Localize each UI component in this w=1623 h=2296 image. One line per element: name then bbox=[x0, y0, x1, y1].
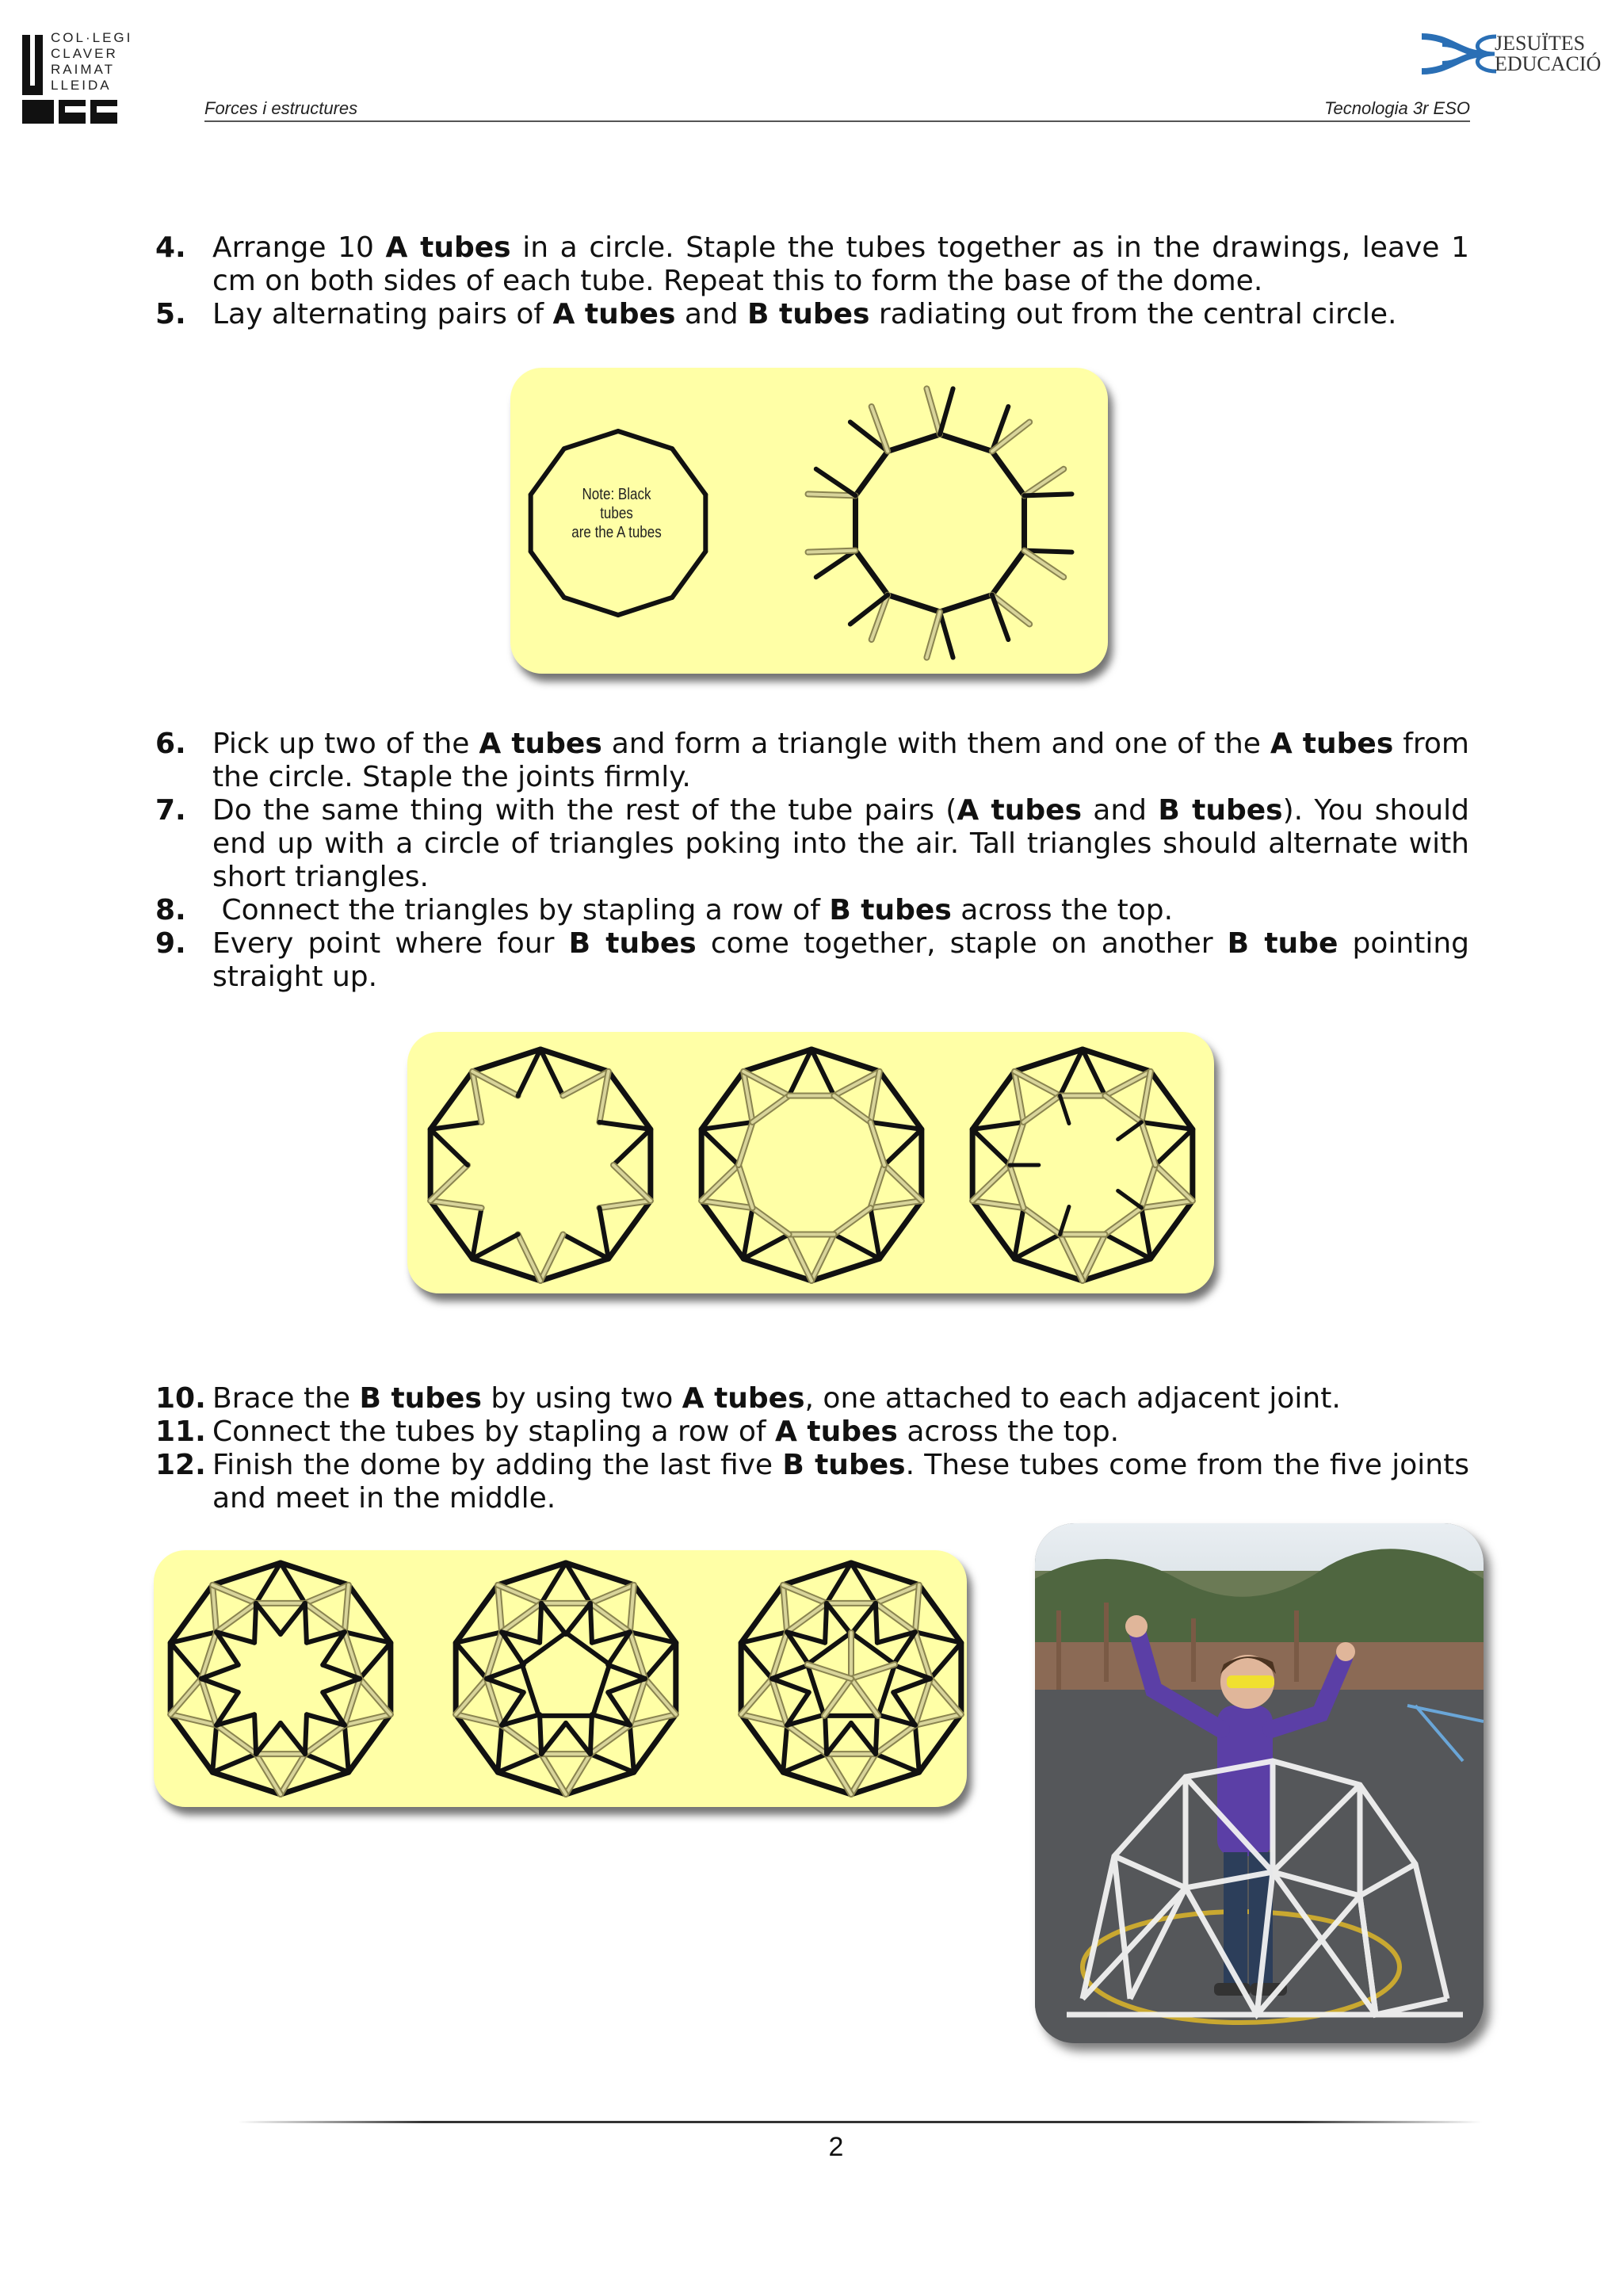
brand-line: JESUÏTES bbox=[1495, 32, 1586, 55]
step-number: 8. bbox=[155, 894, 186, 926]
a-tube bbox=[701, 1201, 743, 1259]
triangle-tube bbox=[498, 1585, 541, 1603]
brace-tube bbox=[305, 1714, 307, 1754]
step-text: Every point where four bbox=[212, 927, 569, 960]
center-tube bbox=[851, 1679, 878, 1716]
radial-tube bbox=[926, 388, 940, 434]
step-number: 11. bbox=[155, 1415, 206, 1448]
triangle-tube bbox=[456, 1679, 487, 1714]
brace-tube bbox=[305, 1603, 307, 1643]
b-tube bbox=[1141, 1165, 1155, 1208]
a-tube bbox=[855, 451, 888, 495]
triangle-tube bbox=[1155, 1165, 1193, 1201]
list-item bbox=[155, 298, 1469, 331]
triangle-tube bbox=[743, 1208, 752, 1259]
list-item bbox=[155, 1415, 1469, 1449]
step-number: 4. bbox=[155, 231, 186, 264]
triangle-tube bbox=[360, 1643, 391, 1679]
b-tube bbox=[590, 1725, 630, 1754]
step-emphasis: B tubes bbox=[782, 1449, 906, 1481]
triangle-tube bbox=[456, 1643, 487, 1679]
triangle-tube bbox=[1155, 1129, 1193, 1165]
b-tube bbox=[502, 1603, 541, 1632]
header-title: Forces i estructures bbox=[204, 98, 358, 118]
brace-tube bbox=[256, 1603, 281, 1634]
triangle-tube bbox=[170, 1643, 201, 1679]
brace-tube bbox=[876, 1603, 877, 1643]
b-tube bbox=[739, 1165, 753, 1208]
figure-triangles bbox=[407, 1032, 1214, 1293]
triangle-tube bbox=[1014, 1234, 1060, 1259]
logo-line: COL·LEGI bbox=[51, 30, 133, 45]
b-tube bbox=[1024, 1208, 1060, 1234]
step-text: and form a triangle with them and one of the bbox=[601, 728, 1270, 760]
step-emphasis: A tubes bbox=[682, 1382, 805, 1415]
triangle-tube bbox=[472, 1234, 517, 1259]
radial-tube bbox=[808, 551, 856, 552]
b-tube bbox=[305, 1603, 345, 1632]
a-tube bbox=[855, 551, 888, 595]
geodesic-dome-photo bbox=[1035, 1523, 1484, 2043]
triangle-tube bbox=[212, 1585, 256, 1603]
radial-tube bbox=[926, 612, 940, 658]
a-tube bbox=[992, 451, 1025, 495]
triangle-tube bbox=[1105, 1234, 1150, 1259]
brace-tube bbox=[541, 1603, 566, 1634]
a-tube bbox=[1151, 1072, 1193, 1129]
step-text: Brace the bbox=[212, 1382, 360, 1415]
b-tube bbox=[834, 1208, 870, 1234]
step-number: 7. bbox=[155, 794, 186, 827]
triangle-tube bbox=[472, 1208, 481, 1259]
step-emphasis: A tubes bbox=[1270, 728, 1394, 760]
step-text: pointing straight up. bbox=[212, 927, 1470, 993]
brace-tube bbox=[827, 1603, 851, 1634]
triangle-tube bbox=[701, 1129, 739, 1165]
a-tube bbox=[564, 431, 618, 449]
a-tube bbox=[531, 449, 564, 495]
logo-line: RAIMAT bbox=[51, 62, 115, 77]
step-text: Lay alternating pairs of bbox=[212, 298, 553, 330]
step-emphasis: B tube bbox=[1227, 927, 1338, 960]
triangle-tube bbox=[430, 1129, 468, 1165]
step-emphasis: A tubes bbox=[775, 1415, 898, 1448]
triangle-tube bbox=[972, 1129, 1010, 1165]
b-tube bbox=[870, 1165, 884, 1208]
b-tube bbox=[216, 1603, 256, 1632]
triangle-tube bbox=[613, 1165, 651, 1201]
a-tube bbox=[1151, 1201, 1193, 1259]
a-tube bbox=[618, 431, 672, 449]
triangle-tube bbox=[701, 1165, 739, 1201]
step-text: Connect the triangles by stapling a row of bbox=[212, 894, 830, 926]
triangle-tube bbox=[1141, 1208, 1150, 1259]
triangle-tube bbox=[876, 1754, 919, 1772]
step-text: radiating out from the central circle. bbox=[869, 298, 1397, 330]
b-tube bbox=[590, 1603, 630, 1632]
footer-divider bbox=[238, 2121, 1482, 2123]
step-emphasis: A tubes bbox=[552, 298, 676, 330]
triangle-tube bbox=[741, 1679, 772, 1714]
figure-dome-top-drawing bbox=[154, 1550, 967, 1807]
jesuites-logo-icon bbox=[1419, 32, 1498, 76]
a-tube bbox=[992, 551, 1025, 595]
a-tube bbox=[880, 1201, 922, 1259]
step-emphasis: B tubes bbox=[747, 298, 870, 330]
a-tube bbox=[888, 595, 940, 612]
brace-tube bbox=[590, 1603, 592, 1643]
figure-note: Note: Black tubes bbox=[582, 486, 651, 522]
a-tube bbox=[888, 434, 940, 451]
b-tube bbox=[876, 1603, 915, 1632]
logo-line: LLEIDA bbox=[51, 78, 112, 93]
center-tube bbox=[824, 1679, 851, 1716]
list-item bbox=[155, 1449, 1469, 1515]
b-tube bbox=[1105, 1208, 1141, 1234]
page-number: 2 bbox=[828, 2132, 844, 2162]
step-number: 6. bbox=[155, 728, 186, 760]
a-tube bbox=[593, 1664, 609, 1716]
triangle-tube bbox=[599, 1208, 608, 1259]
a-tube bbox=[564, 598, 618, 615]
step-text: Connect the tubes by stapling a row of bbox=[212, 1415, 776, 1448]
list-item bbox=[155, 894, 1469, 927]
triangle-tube bbox=[590, 1754, 634, 1772]
b-tube bbox=[787, 1603, 827, 1632]
b-tube bbox=[739, 1122, 753, 1165]
step-emphasis: B tubes bbox=[359, 1382, 482, 1415]
b-tube bbox=[1010, 1165, 1024, 1208]
triangle-tube bbox=[972, 1165, 1010, 1201]
radial-tube bbox=[1025, 551, 1064, 578]
figure-dome-top bbox=[154, 1550, 967, 1807]
step-text: ). You should end up with a circle of triangles poking into the air. Tall triangles should alternate with short triangles. bbox=[212, 794, 1469, 893]
radial-tube bbox=[940, 612, 953, 658]
b-tube bbox=[753, 1096, 789, 1122]
a-tube bbox=[701, 1072, 743, 1129]
triangle-tube bbox=[834, 1234, 879, 1259]
a-tube bbox=[430, 1072, 472, 1129]
radial-tube bbox=[808, 494, 856, 495]
step-text: and bbox=[1082, 794, 1159, 827]
a-tube bbox=[972, 1201, 1014, 1259]
triangle-tube bbox=[613, 1129, 651, 1165]
brace-tube bbox=[254, 1714, 256, 1754]
step-emphasis: B tubes bbox=[829, 894, 952, 926]
step-emphasis: A tubes bbox=[957, 794, 1083, 827]
triangle-tube bbox=[563, 1234, 608, 1259]
step-text: come together, staple on another bbox=[696, 927, 1228, 960]
header-course: Tecnologia 3r ESO bbox=[1324, 98, 1470, 118]
triangle-tube bbox=[876, 1585, 919, 1603]
brace-tube bbox=[540, 1714, 541, 1754]
triangle-tube bbox=[305, 1754, 349, 1772]
triangle-tube bbox=[930, 1679, 961, 1714]
brace-tube bbox=[256, 1723, 281, 1754]
brace-tube bbox=[566, 1723, 590, 1754]
step-text: . These tubes come from the five joints and meet in the middle. bbox=[212, 1449, 1469, 1515]
a-tube bbox=[880, 1072, 922, 1129]
triangle-tube bbox=[884, 1165, 922, 1201]
header-divider bbox=[204, 120, 1470, 122]
brace-tube bbox=[851, 1603, 876, 1634]
a-tube bbox=[672, 552, 705, 598]
center-tube bbox=[851, 1664, 895, 1679]
logo-line: CLAVER bbox=[51, 46, 118, 61]
step-text: Arrange 10 bbox=[212, 231, 386, 264]
triangle-tube bbox=[645, 1643, 676, 1679]
list-item bbox=[155, 728, 1469, 794]
triangle-tube bbox=[430, 1165, 468, 1201]
triangle-tube bbox=[870, 1208, 879, 1259]
step-text: across the top. bbox=[951, 894, 1174, 926]
a-tube bbox=[609, 1072, 651, 1129]
list-item bbox=[155, 794, 1469, 894]
step-text: Finish the dome by adding the last five bbox=[212, 1449, 783, 1481]
triangle-tube bbox=[783, 1585, 827, 1603]
step-number: 12. bbox=[155, 1449, 206, 1481]
b-tube bbox=[1141, 1122, 1155, 1165]
step-text: Pick up two of the bbox=[212, 728, 479, 760]
brace-tube bbox=[851, 1723, 876, 1754]
b-tube bbox=[876, 1725, 915, 1754]
step-emphasis: B tubes bbox=[568, 927, 697, 960]
triangle-tube bbox=[783, 1725, 787, 1772]
brand-line: EDUCACIÓ bbox=[1495, 52, 1602, 75]
list-item bbox=[155, 1382, 1469, 1415]
triangle-tube bbox=[1014, 1208, 1023, 1259]
b-tube bbox=[305, 1725, 345, 1754]
step-number: 5. bbox=[155, 298, 186, 330]
triangle-tube bbox=[743, 1234, 789, 1259]
triangle-tube bbox=[783, 1754, 827, 1772]
b-tube bbox=[787, 1725, 827, 1754]
triangle-tube bbox=[498, 1754, 541, 1772]
brace-tube bbox=[541, 1723, 566, 1754]
a-tube bbox=[618, 598, 672, 615]
upright-tube bbox=[1060, 1096, 1069, 1124]
brace-tube bbox=[566, 1603, 590, 1634]
center-tube bbox=[808, 1664, 851, 1679]
a-tube bbox=[531, 552, 564, 598]
a-tube bbox=[940, 434, 992, 451]
brace-tube bbox=[254, 1603, 256, 1643]
a-tube bbox=[522, 1664, 539, 1716]
b-tube bbox=[834, 1096, 870, 1122]
triangle-tube bbox=[630, 1725, 634, 1772]
upright-tube bbox=[1060, 1206, 1069, 1234]
step-text: , one attached to each adjacent joint. bbox=[804, 1382, 1341, 1415]
triangle-tube bbox=[212, 1725, 216, 1772]
figure-triangles-drawing bbox=[407, 1032, 1214, 1293]
jesuites-logo bbox=[1419, 32, 1601, 79]
brace-tube bbox=[590, 1714, 592, 1754]
radial-tube bbox=[1025, 494, 1072, 495]
step-text: across the top. bbox=[897, 1415, 1120, 1448]
triangle-tube bbox=[884, 1129, 922, 1165]
upright-tube bbox=[1118, 1190, 1142, 1208]
step-number: 9. bbox=[155, 927, 186, 960]
triangle-tube bbox=[741, 1643, 772, 1679]
step-emphasis: A tubes bbox=[385, 231, 511, 264]
step-text: Do the same thing with the rest of the tube pairs ( bbox=[212, 794, 957, 827]
school-logo bbox=[21, 30, 133, 127]
upright-tube bbox=[1118, 1122, 1142, 1140]
b-tube bbox=[1024, 1096, 1060, 1122]
step-text: in a circle. Staple the tubes together as in the drawings, leave 1 cm on both sides of each tube. Repeat this to form the base of the dome. bbox=[212, 231, 1469, 297]
figure-base-circle bbox=[510, 368, 1108, 674]
step-emphasis: B tubes bbox=[1158, 794, 1283, 827]
triangle-tube bbox=[305, 1585, 349, 1603]
brace-tube bbox=[876, 1714, 877, 1754]
step-text: by using two bbox=[481, 1382, 682, 1415]
triangle-tube bbox=[590, 1585, 634, 1603]
brace-tube bbox=[827, 1723, 851, 1754]
brace-tube bbox=[825, 1603, 827, 1643]
step-text: from the circle. Staple the joints firmly. bbox=[212, 728, 1470, 793]
step-text: and bbox=[675, 298, 748, 330]
brace-tube bbox=[281, 1723, 305, 1754]
triangle-tube bbox=[212, 1754, 256, 1772]
step-number: 10. bbox=[155, 1382, 206, 1415]
a-tube bbox=[430, 1201, 472, 1259]
a-tube bbox=[672, 449, 705, 495]
triangle-tube bbox=[498, 1725, 502, 1772]
list-item bbox=[155, 231, 1469, 298]
brace-tube bbox=[540, 1603, 541, 1643]
a-tube bbox=[972, 1072, 1014, 1129]
a-tube bbox=[609, 1201, 651, 1259]
step-emphasis: A tubes bbox=[479, 728, 602, 760]
triangle-tube bbox=[345, 1725, 349, 1772]
triangle-tube bbox=[645, 1679, 676, 1714]
b-tube bbox=[870, 1122, 884, 1165]
triangle-tube bbox=[915, 1725, 919, 1772]
figure-note: are the A tubes bbox=[571, 524, 662, 541]
a-tube bbox=[940, 595, 992, 612]
brace-tube bbox=[281, 1603, 305, 1634]
list-item bbox=[155, 927, 1469, 994]
b-tube bbox=[216, 1725, 256, 1754]
triangle-tube bbox=[170, 1679, 201, 1714]
b-tube bbox=[753, 1208, 789, 1234]
b-tube bbox=[1105, 1096, 1141, 1122]
triangle-tube bbox=[930, 1643, 961, 1679]
brace-tube bbox=[825, 1714, 827, 1754]
radial-tube bbox=[940, 388, 953, 434]
b-tube bbox=[502, 1725, 541, 1754]
radial-tube bbox=[1025, 469, 1064, 496]
triangle-tube bbox=[360, 1679, 391, 1714]
b-tube bbox=[1010, 1122, 1024, 1165]
